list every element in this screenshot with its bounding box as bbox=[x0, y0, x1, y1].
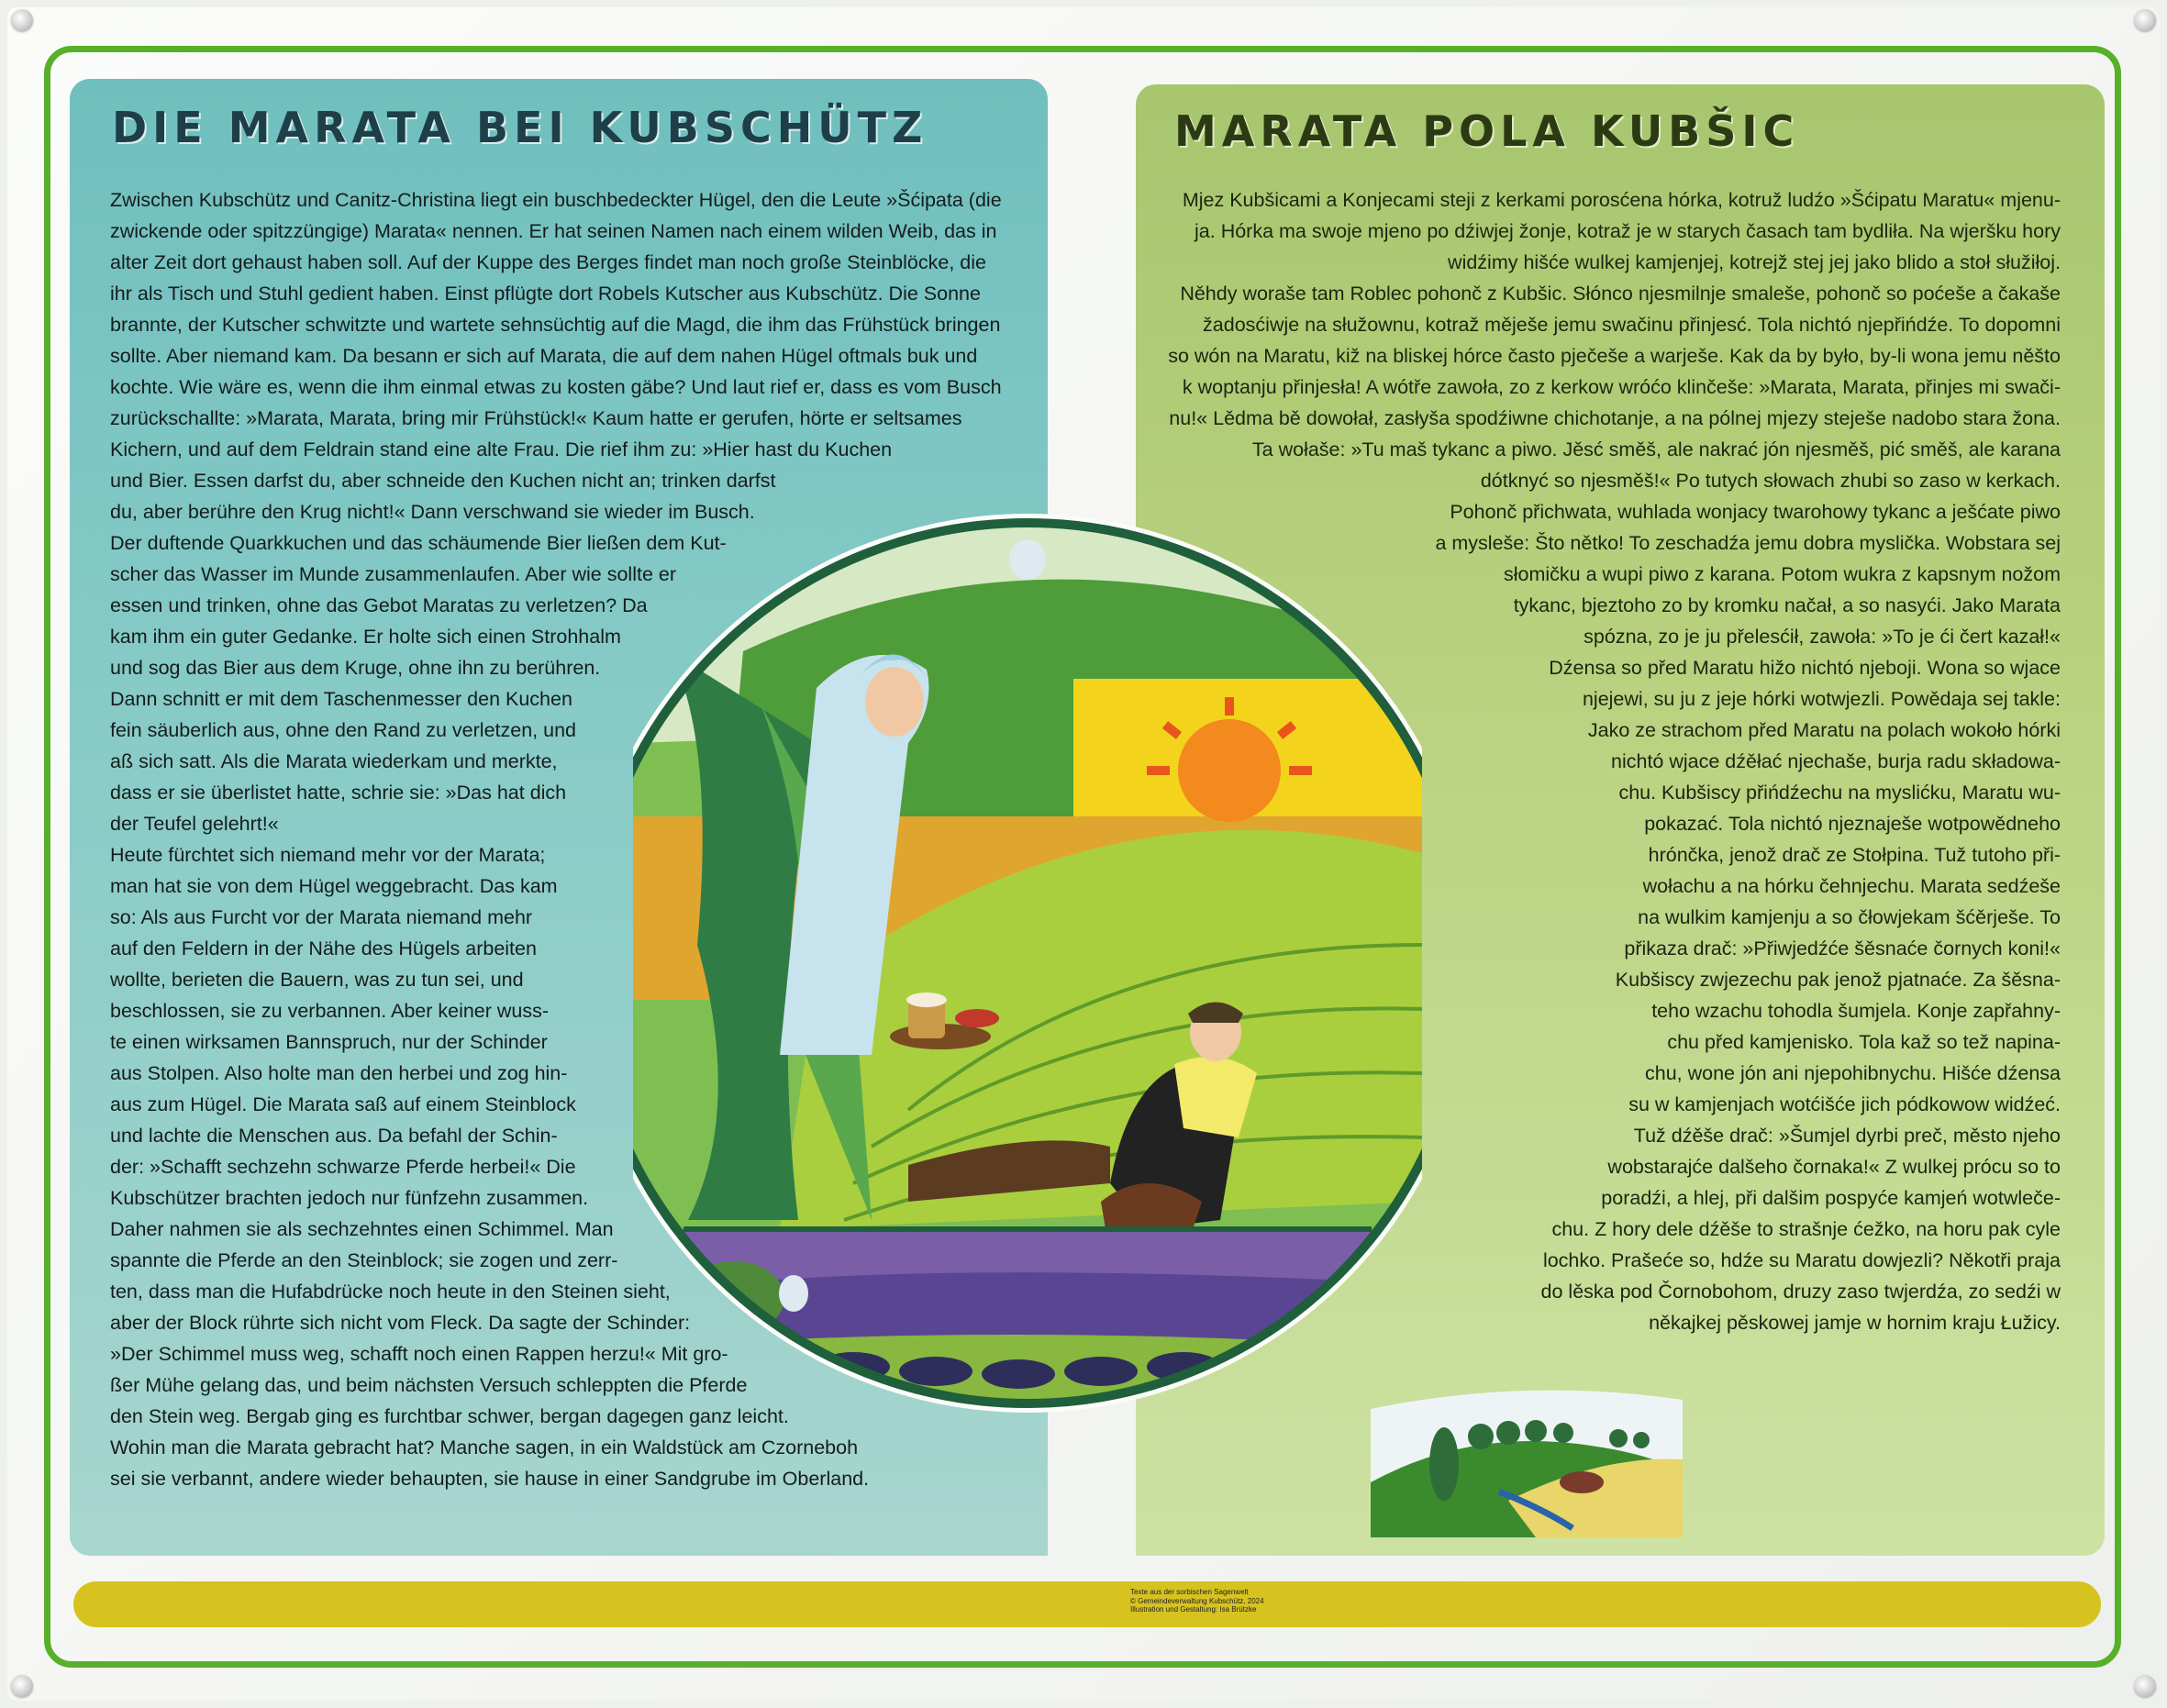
text-line: so: Als aus Furcht vor der Marata niemand mehr bbox=[110, 906, 533, 928]
sorbian-title: MARATA POLA KUBŠIC bbox=[1174, 106, 1800, 156]
text-line: Daher nahmen sie als sechzehntes einen Schimmel. Man bbox=[110, 1218, 614, 1240]
german-title: DIE MARATA BEI KUBSCHÜTZ bbox=[112, 103, 928, 152]
text-line: přikaza drač: »Přiwjedźće šěsnaće čornych koni!« bbox=[1624, 937, 2061, 959]
text-line: Zwischen Kubschütz und Canitz-Christina liegt ein buschbedeckter Hügel, den die Leute »Šćipata (die bbox=[110, 189, 1002, 211]
text-line: scher das Wasser im Munde zusammenlaufen. Aber wie sollte er bbox=[110, 563, 676, 585]
text-line: Dann schnitt er mit dem Taschenmesser den Kuchen bbox=[110, 688, 572, 710]
text-line: kam ihm ein guter Gedanke. Er holte sich einen Strohhalm bbox=[110, 626, 621, 648]
text-line: fein säuberlich aus, ohne den Rand zu verletzen, und bbox=[110, 719, 576, 741]
bottom-bar bbox=[73, 1581, 2101, 1627]
text-line: Ta wołaše: »Tu maš tykanc a piwo. Jěsć směš, ale nakrać jón njesměš, pić směš, ale karana bbox=[1251, 438, 2061, 460]
text-line: kochte. Wie wäre es, wenn die ihm einmal etwas zu kosten gäbe? Und laut rief er, dass es vom Busch bbox=[110, 376, 1002, 398]
text-line: lochko. Prašeće so, hdźe su Maratu dowjezli? Někotři praja bbox=[1542, 1249, 2061, 1271]
screw-icon bbox=[11, 9, 33, 31]
text-line: chu. Kubšiscy přińdźechu na myslićku, Maratu wu- bbox=[1618, 782, 2061, 804]
text-line: su w kamjenjach wotćišće jich pódkowow widźeć. bbox=[1628, 1093, 2061, 1115]
landscape-illustration bbox=[1361, 1372, 1692, 1537]
text-line: Kichern, und auf dem Feldrain stand eine alte Frau. Die rief ihm zu: »Hier hast du Kuchen bbox=[110, 438, 893, 460]
text-line: der Teufel gelehrt!« bbox=[110, 813, 279, 835]
text-line: aß sich satt. Als die Marata wiederkam und merkte, bbox=[110, 750, 558, 772]
text-line: Mjez Kubšicami a Konjecami steji z kerkami porosćena hórka, kotruž ludźo »Šćipatu Maratu« mjenu- bbox=[1182, 189, 2061, 211]
text-line: spannte die Pferde an den Steinblock; sie zogen und zerr- bbox=[110, 1249, 618, 1271]
text-line: Dźensa so před Maratu hižo nichtó njeboji. Wona so wjace bbox=[1549, 657, 2061, 679]
text-line: beschlossen, sie zu verbannen. Aber keiner wuss- bbox=[110, 1000, 550, 1022]
text-line: dótknyć so njesměš!« Po tutych słowach zhubi so zaso w kerkach. bbox=[1480, 470, 2061, 492]
text-line: na wulkim kamjenju a so čłowjekam šćěrješe. To bbox=[1638, 906, 2061, 928]
text-line: a mysleše: Što nětko! To zeschadźa jemu dobra myslička. Wobstara sej bbox=[1435, 532, 2061, 554]
credit-line: Illustration und Gestaltung: Isa Brützke bbox=[1130, 1605, 1257, 1614]
text-line: Něhdy woraše tam Roblec pohonč z Kubšic. Słónco njesmilnje smaleše, pohonč so poćeše a čakaše bbox=[1180, 283, 2061, 305]
credits bbox=[1130, 1588, 1264, 1614]
text-line: teho wzachu tohodla šumjela. Konje zapřahny- bbox=[1651, 1000, 2061, 1022]
text-line: essen und trinken, ohne das Gebot Maratas zu verletzen? Da bbox=[110, 594, 648, 616]
text-line: chu, wone jón ani njepohibnychu. Hišće dźensa bbox=[1645, 1062, 2061, 1084]
credit-line: © Gemeindeverwaltung Kubschütz, 2024 bbox=[1130, 1596, 1264, 1605]
screw-icon bbox=[2134, 1675, 2156, 1697]
text-line: Wohin man die Marata gebracht hat? Manche sagen, in ein Waldstück am Czorneboh bbox=[110, 1436, 859, 1458]
text-line: Jako ze strachom před Maratu na polach wokoło hórki bbox=[1587, 719, 2061, 741]
text-line: dass er sie überlistet hatte, schrie sie: »Das hat dich bbox=[110, 782, 567, 804]
text-line: aber der Block rührte sich nicht vom Fleck. Da sagte der Schinder: bbox=[110, 1312, 691, 1334]
text-line: někajkej pěskowej jamje w hornim kraju Łužicy. bbox=[1649, 1312, 2061, 1334]
text-line: auf den Feldern in der Nähe des Hügels arbeiten bbox=[110, 937, 537, 959]
text-line: nichtó wjace dźěłać njechaše, burja radu składowa- bbox=[1611, 750, 2061, 772]
text-line: Der duftende Quarkkuchen und das schäumende Bier ließen dem Kut- bbox=[110, 532, 727, 554]
text-line: hrónčka, jenož drač ze Stołpina. Tuž tutoho při- bbox=[1648, 844, 2061, 866]
text-line: słomičku a wupi piwo z karana. Potom wukra z kapsnym nožom bbox=[1503, 563, 2061, 585]
text-line: tykanc, bjeztoho zo by kromku načał, a so nasyći. Jako Marata bbox=[1513, 594, 2061, 616]
text-line: pokazać. Tola nichtó njeznaješe wotpowědneho bbox=[1644, 813, 2061, 835]
text-line: Kubšiscy zwjezechu pak jenož pjatnaće. Za šěsna- bbox=[1615, 969, 2061, 991]
text-line: du, aber berühre den Krug nicht!« Dann verschwand sie wieder im Busch. bbox=[110, 501, 755, 523]
text-line: widźimy hišće wulkej kamjenjej, kotrejž stej jej jako blido a stoł słužiłoj. bbox=[1448, 251, 2061, 273]
marata-illustration bbox=[633, 468, 1422, 1458]
text-line: und Bier. Essen darfst du, aber schneide den Kuchen nicht an; trinken darfst bbox=[110, 470, 776, 492]
text-line: ten, dass man die Hufabdrücke noch heute in den Steinen sieht, bbox=[110, 1281, 671, 1303]
text-line: so wón na Maratu, kiž na bliskej hórce často pječeše a warješe. Kak da by było, by-li wona jemu něšto bbox=[1168, 345, 2061, 367]
text-line: Tuž dźěše drač: »Šumjel dyrbi preč, město njeho bbox=[1633, 1125, 2061, 1147]
text-line: wollte, berieten die Bauern, was zu tun sei, und bbox=[110, 969, 524, 991]
text-line: do lěska pod Čornobohom, druzy zaso twjerdźa, zo sedźi w bbox=[1540, 1281, 2061, 1303]
text-line: te einen wirksamen Bannspruch, nur der Schinder bbox=[110, 1031, 548, 1053]
text-line: spózna, zo je ju přelesćił, zawoła: »To je ći čert kazał!« bbox=[1584, 626, 2061, 648]
text-line: brannte, der Kutscher schwitzte und wartete sehnsüchtig auf die Magd, die ihm das Frühstück bringen bbox=[110, 314, 1001, 336]
text-line: ßer Mühe gelang das, und beim nächsten Versuch schleppten die Pferde bbox=[110, 1374, 748, 1396]
screw-icon bbox=[11, 1675, 33, 1697]
text-line: wobstarajće dalšeho čornaka!« Z wulkej prócu so to bbox=[1607, 1156, 2061, 1178]
text-line: k woptanju přinjesła! A wótře zawoła, zo z kerkow wróćo klinčeše: »Marata, Marata, přinjes mi swači- bbox=[1182, 376, 2061, 398]
text-line: zurückschallte: »Marata, Marata, bring mir Frühstück!« Kaum hatte er gerufen, hörte er seltsames bbox=[110, 407, 962, 429]
text-line: nu!« Lědma bě dowołał, zasłyša spodźiwne chichotanje, a na pólnej mjezy steješe nadobo stara žona. bbox=[1169, 407, 2061, 429]
text-line: ihr als Tisch und Stuhl gedient haben. Einst pflügte dort Robels Kutscher aus Kubschütz. Die Sonne bbox=[110, 283, 981, 305]
text-line: ja. Hórka ma swoje mjeno po dźiwjej žonje, kotraž je w starych časach tam bydliła. Na wjeršku hory bbox=[1195, 220, 2061, 242]
text-line: Kubschützer brachten jedoch nur fünfzehn zusammen. bbox=[110, 1187, 589, 1209]
text-line: aus zum Hügel. Die Marata saß auf einem Steinblock bbox=[110, 1093, 576, 1115]
credit-line: Texte aus der sorbischen Sagenwelt bbox=[1130, 1588, 1249, 1596]
text-line: sei sie verbannt, andere wieder behaupten, sie hause in einer Sandgrube im Oberland. bbox=[110, 1468, 870, 1490]
text-line: alter Zeit dort gehaust haben soll. Auf der Kuppe des Berges findet man noch große Steinblöcke, die bbox=[110, 251, 986, 273]
text-line: aus Stolpen. Also holte man den herbei und zog hin- bbox=[110, 1062, 568, 1084]
text-line: »Der Schimmel muss weg, schafft noch einen Rappen herzu!« Mit gro- bbox=[110, 1343, 728, 1365]
text-line: sollte. Aber niemand kam. Da besann er sich auf Marata, die auf dem nahen Hügel oftmals buk und bbox=[110, 345, 978, 367]
text-line: man hat sie von dem Hügel weggebracht. Das kam bbox=[110, 875, 558, 897]
text-line: Pohonč přichwata, wuhlada wonjacy twarohowy tykanc a ješćate piwo bbox=[1450, 501, 2061, 523]
text-line: žadosćiwje na słužownu, kotraž měješe jemu swačinu přinjesć. Tola nichtó njepřińdźe. To dopomni bbox=[1203, 314, 2061, 336]
text-line: chu před kamjenisko. Tola kaž so tež napina- bbox=[1667, 1031, 2061, 1053]
text-line: Heute fürchtet sich niemand mehr vor der Marata; bbox=[110, 844, 546, 866]
text-line: zwickende oder spitzzüngige) Marata« nennen. Er hat seinen Namen nach einem wilden Weib, das in bbox=[110, 220, 997, 242]
text-line: und lachte die Menschen aus. Da befahl der Schin- bbox=[110, 1125, 558, 1147]
text-line: und sog das Bier aus dem Kruge, ohne ihn zu berühren. bbox=[110, 657, 601, 679]
text-line: chu. Z hory dele dźěše to strašnje ćežko, na horu pak cyle bbox=[1551, 1218, 2061, 1240]
screw-icon bbox=[2134, 9, 2156, 31]
text-line: wołachu a na hórku čehnjechu. Marata sedźeše bbox=[1642, 875, 2061, 897]
text-line: njejewi, su ju z jeje hórki wotwjezli. Powědaja sej takle: bbox=[1582, 688, 2061, 710]
text-line: poradźi, a hlej, při dalšim pospyće kamjeń wotwleče- bbox=[1601, 1187, 2061, 1209]
text-line: den Stein weg. Bergab ging es furchtbar schwer, bergan dagegen ganz leicht. bbox=[110, 1405, 789, 1427]
text-line: der: »Schafft sechzehn schwarze Pferde herbei!« Die bbox=[110, 1156, 576, 1178]
